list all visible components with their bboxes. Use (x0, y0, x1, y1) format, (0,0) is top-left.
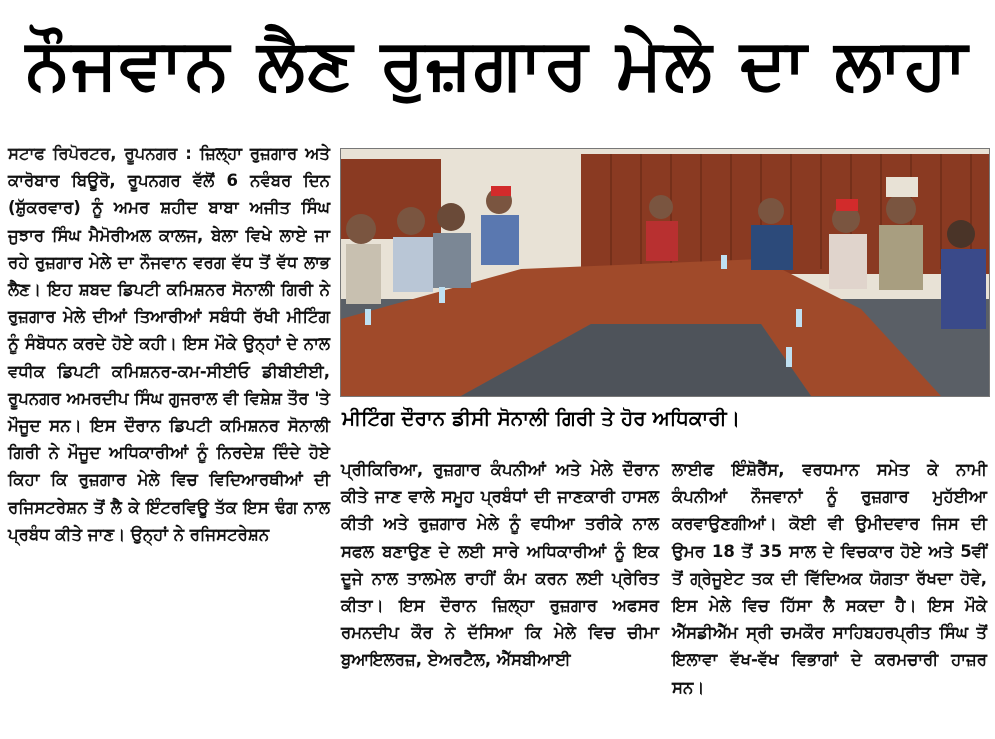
article-column-1 (8, 140, 330, 548)
column-1-text: ਜ਼ਿਲ੍ਹਾ ਰੁਜ਼ਗਾਰ ਅਤੇ ਕਾਰੋਬਾਰ ਬਿਊਰੋ, ਰੂਪਨਗਰ ਵੱਲੋਂ 6 ਨਵੰਬਰ ਦਿਨ (ਸ਼ੁੱਕਰਵਾਰ) ਨੂੰ ਅਮਰ ਸ਼ਹੀਦ ਬਾਬਾ ਅਜੀਤ ਸਿੰਘ ਜੁਝਾਰ ਸਿੰਘ ਮੈਮੋਰੀਅਲ ਕਾਲਜ, ਬੇਲਾ ਵਿਖੇ ਲਾਏ ਜਾ ਰਹੇ ਰੁਜ਼ਗਾਰ ਮੇਲੇ ਦਾ ਨੌਜਵਾਨ ਵਰਗ ਵੱਧ ਤੋਂ ਵੱਧ ਲਾਭ ਲੈਣ। ਇਹ ਸ਼ਬਦ ਡਿਪਟੀ ਕਮਿਸ਼ਨਰ ਸੋਨਾਲੀ ਗਿਰੀ ਨੇ ਰੁਜ਼ਗਾਰ ਮੇਲੇ ਦੀਆਂ ਤਿਆਰੀਆਂ ਸਬੰਧੀ ਰੱਖੀ ਮੀਟਿੰਗ ਨੂੰ ਸੰਬੋਧਨ ਕਰਦੇ ਹੋਏ ਕਹੀ। ਇਸ ਮੌਕੇ ਉਨ੍ਹਾਂ ਦੇ ਨਾਲ ਵਧੀਕ ਡਿਪਟੀ ਕਮਿਸ਼ਨਰ-ਕਮ-ਸੀਈਓ ਡੀਬੀਈਈ, ਰੂਪਨਗਰ ਅਮਰਦੀਪ ਸਿੰਘ ਗੁਜਰਾਲ ਵੀ ਵਿਸ਼ੇਸ਼ ਤੌਰ 'ਤੇ ਮੌਜੂਦ ਸਨ। ਇਸ ਦੌਰਾਨ ਡਿਪਟੀ ਕਮਿਸ਼ਨਰ ਸੋਨਾਲੀ ਗਿਰੀ ਨੇ ਮੌਜੂਦ ਅਧਿਕਾਰੀਆਂ ਨੂੰ ਨਿਰਦੇਸ਼ ਦਿੰਦੇ ਹੋਏ ਕਿਹਾ ਕਿ ਰੁਜ਼ਗਾਰ ਮੇਲੇ ਵਿਚ ਵਿਦਿਆਰਥੀਆਂ ਦੀ ਰਜਿਸਟਰੇਸ਼ਨ ਤੋਂ ਲੈ ਕੇ ਇੰਟਰਵਿਊ ਤੱਕ ਇਸ ਢੰਗ ਨਾਲ ਪ੍ਰਬੰਧ ਕੀਤੇ ਜਾਣ। ਉਨ੍ਹਾਂ ਨੇ ਰਜਿਸਟਰੇਸ਼ਨ (8, 144, 330, 544)
article-column-2: ਪ੍ਰੀਕਿਰਿਆ, ਰੁਜ਼ਗਾਰ ਕੰਪਨੀਆਂ ਅਤੇ ਮੇਲੇ ਦੌਰਾਨ ਕੀਤੇ ਜਾਣ ਵਾਲੇ ਸਮੂਹ ਪ੍ਰਬੰਧਾਂ ਦੀ ਜਾਣਕਾਰੀ ਹਾਸਲ ਕੀਤੀ ਅਤੇ ਰੁਜ਼ਗਾਰ ਮੇਲੇ ਨੂੰ ਵਧੀਆ ਤਰੀਕੇ ਨਾਲ ਸਫਲ ਬਣਾਉਣ ਦੇ ਲਈ ਸਾਰੇ ਅਧਿਕਾਰੀਆਂ ਨੂੰ ਇਕ ਦੂਜੇ ਨਾਲ ਤਾਲਮੇਲ ਰਾਹੀਂ ਕੰਮ ਕਰਨ ਲਈ ਪ੍ਰੇਰਿਤ ਕੀਤਾ। ਇਸ ਦੌਰਾਨ ਜ਼ਿਲ੍ਹਾ ਰੁਜ਼ਗਾਰ ਅਫਸਰ ਰਮਨਦੀਪ ਕੌਰ ਨੇ ਦੱਸਿਆ ਕਿ ਮੇਲੇ ਵਿਚ ਚੀਮਾ ਬੁਆਇਲਰਜ਼, ਏਅਰਟੈਲ, ਐੱਸਬੀਆਈ (341, 460, 659, 670)
byline: ਸਟਾਫ ਰਿਪੋਰਟਰ, ਰੂਪਨਗਰ : (8, 144, 192, 163)
headline: ਨੌਜਵਾਨ ਲੈਣ ਰੁਜ਼ਗਾਰ ਮੇਲੇ ਦਾ ਲਾਹਾ (25, 22, 970, 105)
article-column-3: ਲਾਈਫ ਇੰਸ਼ੋਰੈਂਸ, ਵਰਧਮਾਨ ਸਮੇਤ ਕੇ ਨਾਮੀ ਕੰਪਨੀਆਂ ਨੌਜਵਾਨਾਂ ਨੂੰ ਰੁਜ਼ਗਾਰ ਮੁਹੱਈਆ ਕਰਵਾਉਣਗੀਆਂ। ਕੋਈ ਵੀ ਉਮੀਦਵਾਰ ਜਿਸ ਦੀ ਉਮਰ 18 ਤੋਂ 35 ਸਾਲ ਦੇ ਵਿਚਕਾਰ ਹੋਏ ਅਤੇ 5ਵੀਂ ਤੋਂ ਗ੍ਰੇਜੂਏਟ ਤਕ ਦੀ ਵਿੱਦਿਅਕ ਯੋਗਤਾ ਰੱਖਦਾ ਹੋਵੇ, ਇਸ ਮੇਲੇ ਵਿਚ ਹਿੱਸਾ ਲੈ ਸਕਦਾ ਹੈ। ਇਸ ਮੌਕੇ ਐੱਸਡੀਐੱਮ ਸ੍ਰੀ ਚਮਕੌਰ ਸਾਹਿਬਹਰਪ੍ਰੀਤ ਸਿੰਘ ਤੋਂ ਇਲਾਵਾ ਵੱਖ-ਵੱਖ ਵਿਭਾਗਾਂ ਦੇ ਕਰਮਚਾਰੀ ਹਾਜ਼ਰ ਸਨ। (672, 460, 987, 697)
meeting-photo (340, 148, 990, 397)
photo-caption: ਮੀਟਿੰਗ ਦੌਰਾਨ ਡੀਸੀ ਸੋਨਾਲੀ ਗਿਰੀ ਤੇ ਹੋਰ ਅਧਿਕਾਰੀ। (342, 406, 741, 430)
